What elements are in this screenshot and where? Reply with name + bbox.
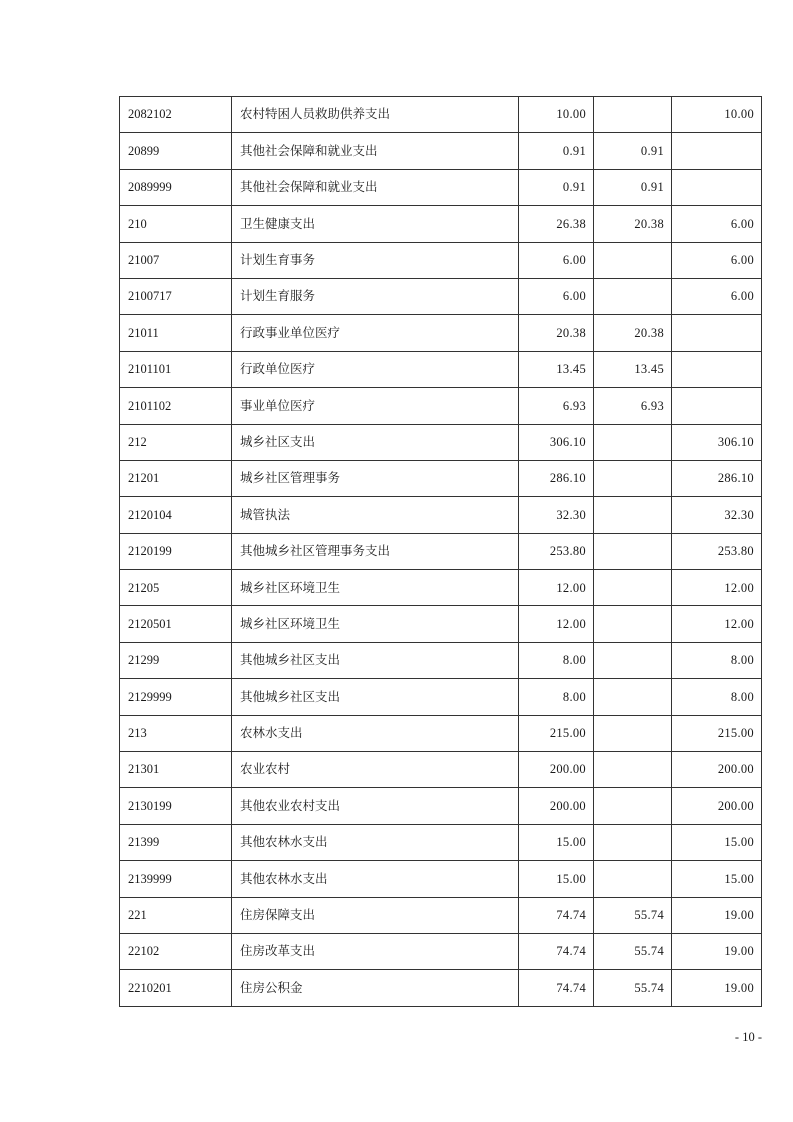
subject-name-cell: 住房公积金 (232, 970, 519, 1006)
project-expenditure-cell: 15.00 (672, 824, 762, 860)
project-expenditure-cell: 215.00 (672, 715, 762, 751)
project-expenditure-cell (672, 315, 762, 351)
subject-name-cell: 计划生育事务 (232, 242, 519, 278)
table-row (120, 752, 762, 788)
table-row (120, 606, 762, 642)
table-row (120, 169, 762, 205)
project-expenditure-cell: 12.00 (672, 606, 762, 642)
basic-expenditure-cell: 20.38 (594, 206, 672, 242)
subject-name-cell: 行政事业单位医疗 (232, 315, 519, 351)
basic-expenditure-cell (594, 715, 672, 751)
project-expenditure-cell: 15.00 (672, 861, 762, 897)
subject-code-cell: 2101102 (120, 388, 232, 424)
subject-code-cell: 21301 (120, 752, 232, 788)
table-row (120, 206, 762, 242)
subject-code-cell: 210 (120, 206, 232, 242)
basic-expenditure-cell (594, 242, 672, 278)
project-expenditure-cell: 8.00 (672, 642, 762, 678)
basic-expenditure-cell (594, 497, 672, 533)
table-row (120, 315, 762, 351)
total-amount-cell: 12.00 (519, 570, 594, 606)
basic-expenditure-cell: 0.91 (594, 133, 672, 169)
subject-name-cell: 其他农林水支出 (232, 824, 519, 860)
subject-name-cell: 行政单位医疗 (232, 351, 519, 387)
total-amount-cell: 6.93 (519, 388, 594, 424)
table-row (120, 970, 762, 1006)
project-expenditure-cell (672, 388, 762, 424)
subject-name-cell: 其他社会保障和就业支出 (232, 133, 519, 169)
subject-name-cell: 其他城乡社区支出 (232, 679, 519, 715)
total-amount-cell: 306.10 (519, 424, 594, 460)
total-amount-cell: 8.00 (519, 679, 594, 715)
subject-name-cell: 农村特困人员救助供养支出 (232, 97, 519, 133)
table-row (120, 824, 762, 860)
table-row (120, 278, 762, 314)
project-expenditure-cell: 200.00 (672, 752, 762, 788)
subject-code-cell: 2120501 (120, 606, 232, 642)
project-expenditure-cell: 306.10 (672, 424, 762, 460)
budget-expenditure-table (119, 96, 762, 1007)
project-expenditure-cell: 10.00 (672, 97, 762, 133)
total-amount-cell: 20.38 (519, 315, 594, 351)
table-row (120, 897, 762, 933)
basic-expenditure-cell (594, 278, 672, 314)
subject-code-cell: 2120104 (120, 497, 232, 533)
subject-code-cell: 21007 (120, 242, 232, 278)
total-amount-cell: 12.00 (519, 606, 594, 642)
subject-code-cell: 2082102 (120, 97, 232, 133)
basic-expenditure-cell: 55.74 (594, 897, 672, 933)
subject-code-cell: 213 (120, 715, 232, 751)
table-row (120, 388, 762, 424)
subject-name-cell: 农业农村 (232, 752, 519, 788)
subject-code-cell: 21011 (120, 315, 232, 351)
subject-name-cell: 其他城乡社区支出 (232, 642, 519, 678)
subject-code-cell: 21299 (120, 642, 232, 678)
subject-name-cell: 事业单位医疗 (232, 388, 519, 424)
subject-name-cell: 住房改革支出 (232, 933, 519, 969)
project-expenditure-cell: 286.10 (672, 460, 762, 496)
subject-name-cell: 其他城乡社区管理事务支出 (232, 533, 519, 569)
subject-code-cell: 2101101 (120, 351, 232, 387)
subject-code-cell: 212 (120, 424, 232, 460)
total-amount-cell: 32.30 (519, 497, 594, 533)
table-row (120, 788, 762, 824)
total-amount-cell: 200.00 (519, 788, 594, 824)
table-row (120, 133, 762, 169)
table-row (120, 570, 762, 606)
page-number: - 10 - (734, 1030, 762, 1044)
subject-code-cell: 21201 (120, 460, 232, 496)
subject-code-cell: 2210201 (120, 970, 232, 1006)
basic-expenditure-cell (594, 97, 672, 133)
subject-name-cell: 城乡社区环境卫生 (232, 570, 519, 606)
subject-code-cell: 2120199 (120, 533, 232, 569)
subject-name-cell: 其他农林水支出 (232, 861, 519, 897)
basic-expenditure-cell (594, 460, 672, 496)
basic-expenditure-cell (594, 824, 672, 860)
subject-name-cell: 其他农业农村支出 (232, 788, 519, 824)
subject-code-cell: 20899 (120, 133, 232, 169)
subject-name-cell: 农林水支出 (232, 715, 519, 751)
table-row (120, 97, 762, 133)
total-amount-cell: 74.74 (519, 970, 594, 1006)
table-row (120, 679, 762, 715)
total-amount-cell: 0.91 (519, 169, 594, 205)
subject-name-cell: 城乡社区支出 (232, 424, 519, 460)
subject-name-cell: 卫生健康支出 (232, 206, 519, 242)
subject-name-cell: 住房保障支出 (232, 897, 519, 933)
project-expenditure-cell: 200.00 (672, 788, 762, 824)
table-row (120, 497, 762, 533)
basic-expenditure-cell (594, 533, 672, 569)
project-expenditure-cell: 32.30 (672, 497, 762, 533)
subject-code-cell: 2100717 (120, 278, 232, 314)
basic-expenditure-cell: 0.91 (594, 169, 672, 205)
project-expenditure-cell (672, 351, 762, 387)
project-expenditure-cell: 6.00 (672, 206, 762, 242)
subject-code-cell: 2129999 (120, 679, 232, 715)
table-body (120, 97, 762, 1007)
basic-expenditure-cell: 55.74 (594, 933, 672, 969)
subject-code-cell: 2130199 (120, 788, 232, 824)
project-expenditure-cell: 6.00 (672, 278, 762, 314)
total-amount-cell: 215.00 (519, 715, 594, 751)
basic-expenditure-cell (594, 424, 672, 460)
basic-expenditure-cell (594, 606, 672, 642)
total-amount-cell: 6.00 (519, 278, 594, 314)
project-expenditure-cell: 8.00 (672, 679, 762, 715)
project-expenditure-cell: 12.00 (672, 570, 762, 606)
table-row (120, 933, 762, 969)
subject-code-cell: 22102 (120, 933, 232, 969)
subject-code-cell: 221 (120, 897, 232, 933)
subject-code-cell: 2089999 (120, 169, 232, 205)
total-amount-cell: 74.74 (519, 933, 594, 969)
total-amount-cell: 26.38 (519, 206, 594, 242)
subject-name-cell: 城乡社区管理事务 (232, 460, 519, 496)
project-expenditure-cell: 6.00 (672, 242, 762, 278)
project-expenditure-cell (672, 169, 762, 205)
project-expenditure-cell: 253.80 (672, 533, 762, 569)
basic-expenditure-cell: 55.74 (594, 970, 672, 1006)
table-row (120, 715, 762, 751)
table-row (120, 351, 762, 387)
basic-expenditure-cell (594, 788, 672, 824)
project-expenditure-cell: 19.00 (672, 933, 762, 969)
total-amount-cell: 286.10 (519, 460, 594, 496)
basic-expenditure-cell (594, 679, 672, 715)
subject-name-cell: 城乡社区环境卫生 (232, 606, 519, 642)
table-row (120, 460, 762, 496)
subject-code-cell: 21399 (120, 824, 232, 860)
basic-expenditure-cell: 20.38 (594, 315, 672, 351)
total-amount-cell: 6.00 (519, 242, 594, 278)
total-amount-cell: 8.00 (519, 642, 594, 678)
total-amount-cell: 10.00 (519, 97, 594, 133)
basic-expenditure-cell (594, 570, 672, 606)
subject-code-cell: 2139999 (120, 861, 232, 897)
total-amount-cell: 13.45 (519, 351, 594, 387)
subject-name-cell: 城管执法 (232, 497, 519, 533)
total-amount-cell: 0.91 (519, 133, 594, 169)
table-row (120, 861, 762, 897)
table-row (120, 533, 762, 569)
total-amount-cell: 200.00 (519, 752, 594, 788)
subject-code-cell: 21205 (120, 570, 232, 606)
basic-expenditure-cell (594, 861, 672, 897)
project-expenditure-cell: 19.00 (672, 970, 762, 1006)
project-expenditure-cell (672, 133, 762, 169)
table-row (120, 242, 762, 278)
basic-expenditure-cell: 6.93 (594, 388, 672, 424)
total-amount-cell: 15.00 (519, 824, 594, 860)
basic-expenditure-cell: 13.45 (594, 351, 672, 387)
table-row (120, 642, 762, 678)
project-expenditure-cell: 19.00 (672, 897, 762, 933)
basic-expenditure-cell (594, 642, 672, 678)
table-row (120, 424, 762, 460)
total-amount-cell: 15.00 (519, 861, 594, 897)
total-amount-cell: 74.74 (519, 897, 594, 933)
basic-expenditure-cell (594, 752, 672, 788)
total-amount-cell: 253.80 (519, 533, 594, 569)
subject-name-cell: 计划生育服务 (232, 278, 519, 314)
subject-name-cell: 其他社会保障和就业支出 (232, 169, 519, 205)
